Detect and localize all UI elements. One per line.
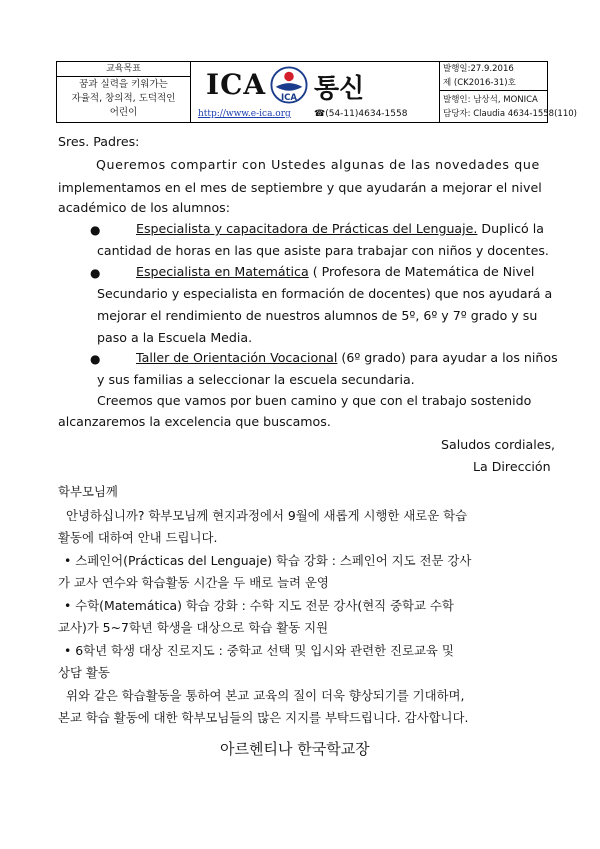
school-principal-signature: 아르헨티나 한국학교장 <box>220 740 370 758</box>
spanish-item-text: Duplicó la <box>477 221 544 236</box>
education-goal-line: 어린이 <box>109 107 138 118</box>
contact-person: 담당자: Claudia 4634-1558(110) <box>443 109 577 119</box>
bullet-icon: ● <box>90 352 101 366</box>
spanish-item-line: mejorar el rendimiento de nuestros alumnos de 5º, 6º y 7º grado y su <box>97 308 538 323</box>
bullet-icon: ● <box>90 266 101 280</box>
website-link[interactable]: http://www.e-ica.org <box>198 109 291 119</box>
spanish-item-line: paso a la Escuela Media. <box>97 330 253 345</box>
spanish-item-text: (6º grado) para ayudar a los niños <box>337 350 558 365</box>
korean-salutation: 학부모님께 <box>58 484 118 499</box>
korean-line: • 스페인어(Prácticas del Lenguaje) 학습 강화 : 스페인어 지도 전문 강사 <box>64 553 472 568</box>
korean-line: 활동에 대하여 안내 드립니다. <box>58 530 218 545</box>
spanish-item-title: Especialista y capacitadora de Prácticas del Lenguaje. <box>136 221 478 236</box>
korean-line: 교사)가 5~7학년 학생을 대상으로 학습 활동 지원 <box>58 620 329 635</box>
brand-ica: ICA <box>206 68 267 101</box>
bullet-icon: ● <box>90 223 101 237</box>
korean-line: 상담 활동 <box>58 665 110 680</box>
spanish-item <box>136 350 558 365</box>
newsletter-header <box>56 61 577 123</box>
brand-box <box>190 62 440 122</box>
korean-line: 안녕하십니까? 학부모님께 현지과정에서 9월에 새롭게 시행한 새로운 학습 <box>66 508 468 523</box>
phone-number: ☎(54-11)4634-1558 <box>314 109 408 119</box>
korean-line: • 6학년 학생 대상 진로지도 : 중학교 선택 및 입시와 관련한 진로교육 및 <box>64 643 454 658</box>
school-logo-icon <box>270 66 308 104</box>
education-goal-line: 자율적, 창의적, 도덕적인 <box>71 93 176 104</box>
spanish-intro-line: implementamos en el mes de septiembre y que ayudarán a mejorar el nivel <box>58 180 542 195</box>
spanish-item-line: cantidad de horas en las que asiste para trabajar con niños y docentes. <box>97 243 549 258</box>
education-goal-title: 교육목표 <box>57 62 190 77</box>
issue-number: 제 (CK2016-31)호 <box>439 76 547 91</box>
spanish-regards: Saludos cordiales, <box>441 437 556 452</box>
education-goal-line: 꿈과 실력을 키워가는 <box>79 79 168 90</box>
logo-text: ICA <box>280 93 298 104</box>
korean-line: • 수학(Matemática) 학습 강화 : 수학 지도 전문 강사(현직 중학교 수학 <box>64 598 454 613</box>
spanish-intro-line: Queremos compartir con Ustedes algunas de las novedades que <box>96 157 540 172</box>
spanish-signature: La Dirección <box>473 459 551 474</box>
korean-line: 가 교사 연수와 학습활동 시간을 두 배로 늘려 운영 <box>58 575 329 590</box>
newsletter-word: 통신 <box>314 74 365 104</box>
spanish-item-text: ( Profesora de Matemática de Nivel <box>308 264 535 279</box>
spanish-item-title: Taller de Orientación Vocacional <box>136 350 338 365</box>
spanish-intro-line: académico de los alumnos: <box>58 200 230 215</box>
education-goal-text <box>57 77 190 120</box>
spanish-salutation: Sres. Padres: <box>58 134 140 149</box>
publisher: 발행인: 남상석, MONICA <box>443 95 538 105</box>
korean-line: 위와 같은 학습활동을 통하여 본교 교육의 질이 더욱 향상되기를 기대하며, <box>66 688 465 703</box>
korean-line: 본교 학습 활동에 대한 학부모님들의 많은 지지를 부탁드립니다. 감사합니다. <box>58 710 469 725</box>
education-goal-box <box>57 62 191 122</box>
spanish-item <box>136 221 544 236</box>
spanish-closing-line: Creemos que vamos por buen camino y que con el trabajo sostenido <box>97 393 532 408</box>
spanish-closing-line: alcanzaremos la excelencia que buscamos. <box>58 414 331 429</box>
spanish-item <box>136 264 534 279</box>
spanish-item-title: Especialista en Matemática <box>136 264 309 279</box>
spanish-item-line: Secundario y especialista en formación de docentes) que nos ayudará a <box>97 286 553 301</box>
spanish-item-line: y sus familias a seleccionar la escuela secundaria. <box>97 372 415 387</box>
issue-date: 발행일:27.9.2016 <box>443 64 514 74</box>
issue-info-box <box>439 62 577 122</box>
